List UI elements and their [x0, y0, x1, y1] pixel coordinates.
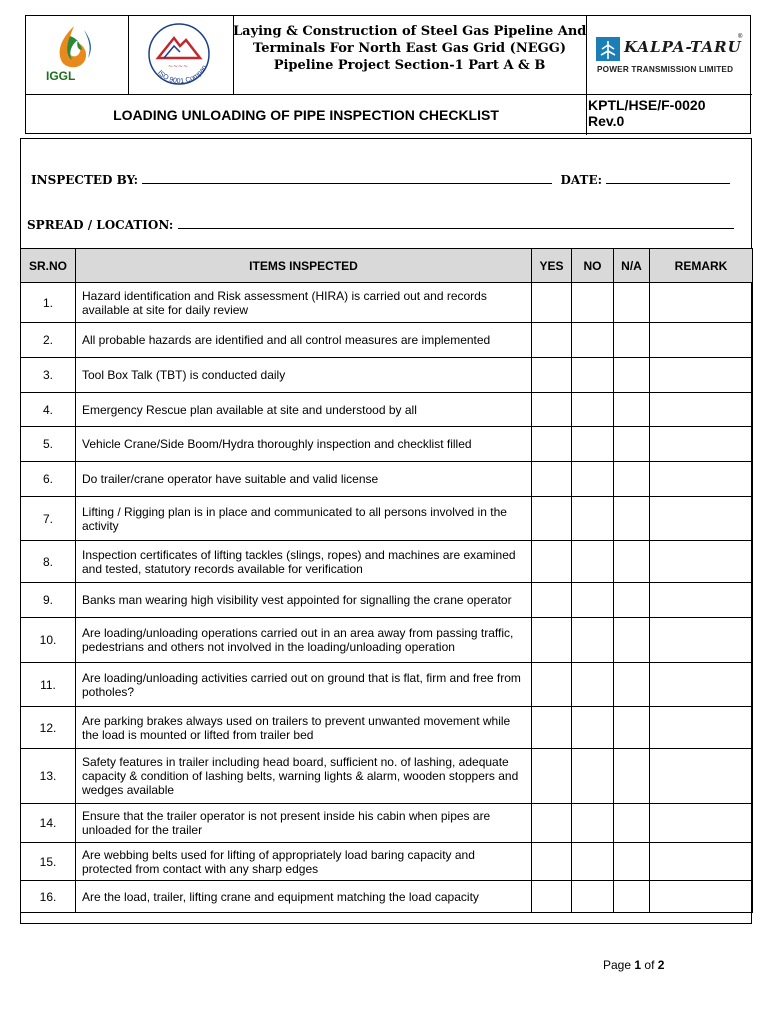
row-yes-cell[interactable] — [532, 283, 572, 323]
row-no-cell[interactable] — [572, 497, 614, 541]
header-items-inspected: ITEMS INSPECTED — [76, 249, 532, 283]
row-item-inspected: Are webbing belts used for lifting of appropriately load baring capacity and protected from contact with any sharp edges — [76, 843, 532, 881]
row-yes-cell[interactable] — [532, 749, 572, 804]
row-srno: 6. — [21, 462, 76, 497]
row-remark-cell[interactable] — [650, 393, 753, 427]
row-remark-cell[interactable] — [650, 881, 753, 913]
row-remark-cell[interactable] — [650, 462, 753, 497]
row-yes-cell[interactable] — [532, 881, 572, 913]
row-na-cell[interactable] — [614, 618, 650, 663]
row-na-cell[interactable] — [614, 583, 650, 618]
row-srno: 12. — [21, 707, 76, 749]
table-row — [21, 707, 753, 749]
table-row — [21, 427, 753, 462]
iggl-logo-text: IGGL — [46, 69, 76, 83]
row-no-cell[interactable] — [572, 843, 614, 881]
table-row — [21, 618, 753, 663]
row-item-inspected: Safety features in trailer including head board, sufficient no. of lashing, adequate capacity & condition of lashing belts, warning lights & alarm, wooden stoppers and wedges available — [76, 749, 532, 804]
table-row — [21, 541, 753, 583]
row-remark-cell[interactable] — [650, 541, 753, 583]
row-yes-cell[interactable] — [532, 497, 572, 541]
row-item-inspected: Are loading/unloading operations carried out in an area away from passing traffic, pedestrians and others not involved in the loading/unloading operation — [76, 618, 532, 663]
project-title-line-3: Pipeline Project Section-1 Part A & B — [273, 58, 546, 73]
iso-seal-text: ISO 9001 Compan — [156, 64, 209, 86]
table-row — [21, 283, 753, 323]
row-na-cell[interactable] — [614, 283, 650, 323]
inspection-table — [20, 248, 753, 913]
row-na-cell[interactable] — [614, 497, 650, 541]
row-na-cell[interactable] — [614, 541, 650, 583]
row-remark-cell[interactable] — [650, 707, 753, 749]
svg-text:~~~~: ~~~~ — [168, 63, 189, 70]
header-yes: YES — [532, 249, 572, 283]
row-no-cell[interactable] — [572, 427, 614, 462]
row-no-cell[interactable] — [572, 358, 614, 393]
row-remark-cell[interactable] — [650, 663, 753, 707]
row-yes-cell[interactable] — [532, 323, 572, 358]
row-item-inspected: Lifting / Rigging plan is in place and communicated to all persons involved in the activity — [76, 497, 532, 541]
header-remark: REMARK — [650, 249, 753, 283]
page-number — [603, 958, 664, 972]
row-no-cell[interactable] — [572, 283, 614, 323]
row-remark-cell[interactable] — [650, 804, 753, 843]
row-srno: 3. — [21, 358, 76, 393]
trademark-symbol: ® — [738, 34, 743, 40]
row-item-inspected: Tool Box Talk (TBT) is conducted daily — [76, 358, 532, 393]
table-row — [21, 583, 753, 618]
page-current: 1 — [634, 958, 642, 972]
table-row — [21, 663, 753, 707]
spread-location-row — [27, 217, 734, 232]
row-na-cell[interactable] — [614, 843, 650, 881]
table-row — [21, 843, 753, 881]
row-srno: 1. — [21, 283, 76, 323]
row-item-inspected: Emergency Rescue plan available at site and understood by all — [76, 393, 532, 427]
row-item-inspected: Inspection certificates of lifting tackles (slings, ropes) and machines are examined and tested, statutory records available for verification — [76, 541, 532, 583]
page-of: of — [644, 958, 655, 972]
row-srno: 7. — [21, 497, 76, 541]
inspected-by-row — [31, 172, 730, 187]
row-yes-cell[interactable] — [532, 663, 572, 707]
row-no-cell[interactable] — [572, 707, 614, 749]
document-revision: Rev.0 — [588, 113, 625, 129]
row-remark-cell[interactable] — [650, 618, 753, 663]
row-item-inspected: Vehicle Crane/Side Boom/Hydra thoroughly inspection and checklist filled — [76, 427, 532, 462]
spread-location-label: SPREAD / LOCATION: — [27, 218, 174, 232]
page-total: 2 — [657, 958, 665, 972]
row-na-cell[interactable] — [614, 804, 650, 843]
row-yes-cell[interactable] — [532, 804, 572, 843]
row-remark-cell[interactable] — [650, 283, 753, 323]
table-row — [21, 881, 753, 913]
table-row — [21, 323, 753, 358]
date-label: DATE: — [560, 173, 603, 187]
row-remark-cell[interactable] — [650, 358, 753, 393]
inspected-by-field[interactable] — [142, 172, 552, 184]
row-no-cell[interactable] — [572, 541, 614, 583]
row-srno: 8. — [21, 541, 76, 583]
row-srno: 2. — [21, 323, 76, 358]
page-word: Page — [603, 958, 632, 972]
row-yes-cell[interactable] — [532, 583, 572, 618]
header-no: NO — [572, 249, 614, 283]
row-remark-cell[interactable] — [650, 497, 753, 541]
project-title — [233, 16, 586, 94]
table-row — [21, 804, 753, 843]
row-yes-cell[interactable] — [532, 707, 572, 749]
row-na-cell[interactable] — [614, 749, 650, 804]
document-header — [25, 15, 751, 134]
iggl-logo — [26, 16, 128, 94]
kalpataru-logo — [586, 16, 752, 94]
document-reference — [588, 95, 748, 135]
row-yes-cell[interactable] — [532, 462, 572, 497]
spread-location-field[interactable] — [178, 217, 734, 229]
row-no-cell[interactable] — [572, 663, 614, 707]
row-srno: 16. — [21, 881, 76, 913]
iso-logo — [128, 16, 233, 94]
row-na-cell[interactable] — [614, 323, 650, 358]
inspected-by-label: INSPECTED BY: — [31, 173, 139, 187]
row-srno: 4. — [21, 393, 76, 427]
row-srno: 5. — [21, 427, 76, 462]
iso-seal-icon — [128, 16, 233, 94]
row-item-inspected: Hazard identification and Risk assessment (HIRA) is carried out and records available at site for daily review — [76, 283, 532, 323]
iggl-flame-icon — [26, 16, 128, 94]
row-no-cell[interactable] — [572, 393, 614, 427]
row-remark-cell[interactable] — [650, 749, 753, 804]
kalpataru-subtitle: POWER TRANSMISSION LIMITED — [597, 65, 734, 74]
row-yes-cell[interactable] — [532, 618, 572, 663]
row-item-inspected: Ensure that the trailer operator is not present inside his cabin when pipes are unloaded for the trailer — [76, 804, 532, 843]
row-na-cell[interactable] — [614, 393, 650, 427]
header-na: N/A — [614, 249, 650, 283]
table-row — [21, 497, 753, 541]
row-na-cell[interactable] — [614, 427, 650, 462]
row-yes-cell[interactable] — [532, 541, 572, 583]
row-srno: 9. — [21, 583, 76, 618]
row-remark-cell[interactable] — [650, 843, 753, 881]
row-remark-cell[interactable] — [650, 427, 753, 462]
header-srno: SR.NO — [21, 249, 76, 283]
row-item-inspected: All probable hazards are identified and all control measures are implemented — [76, 323, 532, 358]
row-na-cell[interactable] — [614, 707, 650, 749]
row-item-inspected: Are the load, trailer, lifting crane and equipment matching the load capacity — [76, 881, 532, 913]
row-na-cell[interactable] — [614, 358, 650, 393]
row-no-cell[interactable] — [572, 881, 614, 913]
row-na-cell[interactable] — [614, 881, 650, 913]
document-code: KPTL/HSE/F-0020 — [588, 97, 706, 113]
row-no-cell[interactable] — [572, 462, 614, 497]
table-row — [21, 358, 753, 393]
row-item-inspected: Are parking brakes always used on trailers to prevent unwanted movement while the load is mounted or lifted from trailer bed — [76, 707, 532, 749]
row-item-inspected: Are loading/unloading activities carried out on ground that is flat, firm and free from potholes? — [76, 663, 532, 707]
row-no-cell[interactable] — [572, 804, 614, 843]
kalpataru-name: KALPA-TARU — [624, 38, 742, 56]
row-na-cell[interactable] — [614, 462, 650, 497]
row-remark-cell[interactable] — [650, 583, 753, 618]
table-row — [21, 749, 753, 804]
table-header-row — [21, 249, 753, 283]
row-srno: 13. — [21, 749, 76, 804]
row-no-cell[interactable] — [572, 749, 614, 804]
row-remark-cell[interactable] — [650, 323, 753, 358]
project-title-line-2: Terminals For North East Gas Grid (NEGG) — [253, 41, 566, 56]
checklist-title: LOADING UNLOADING OF PIPE INSPECTION CHECKLIST — [113, 107, 499, 123]
row-no-cell[interactable] — [572, 618, 614, 663]
row-no-cell[interactable] — [572, 583, 614, 618]
row-yes-cell[interactable] — [532, 843, 572, 881]
table-row — [21, 393, 753, 427]
row-na-cell[interactable] — [614, 663, 650, 707]
row-yes-cell[interactable] — [532, 427, 572, 462]
row-yes-cell[interactable] — [532, 358, 572, 393]
row-srno: 10. — [21, 618, 76, 663]
row-srno: 14. — [21, 804, 76, 843]
row-srno: 15. — [21, 843, 76, 881]
row-item-inspected: Do trailer/crane operator have suitable and valid license — [76, 462, 532, 497]
row-srno: 11. — [21, 663, 76, 707]
row-no-cell[interactable] — [572, 323, 614, 358]
table-row — [21, 462, 753, 497]
row-item-inspected: Banks man wearing high visibility vest appointed for signalling the crane operator — [76, 583, 532, 618]
row-yes-cell[interactable] — [532, 393, 572, 427]
project-title-line-1: Laying & Construction of Steel Gas Pipeline And — [233, 24, 587, 39]
date-field[interactable] — [606, 172, 730, 184]
